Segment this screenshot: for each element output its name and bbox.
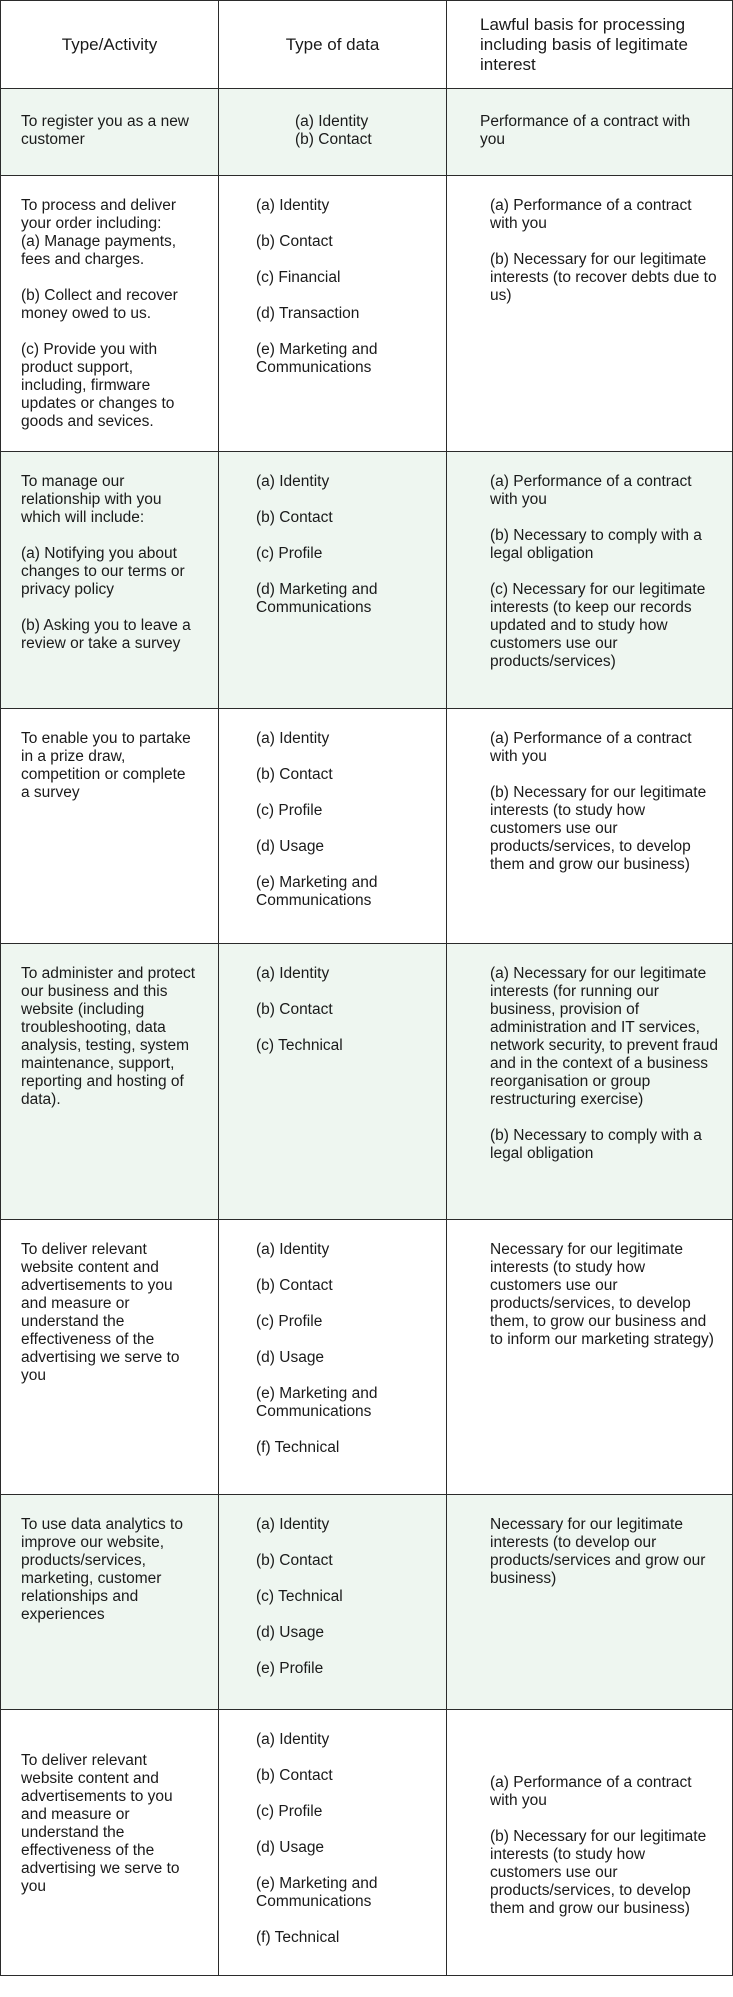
lawful-basis-cell <box>447 709 733 944</box>
activity-cell <box>1 89 219 176</box>
lawful-basis-cell <box>447 1495 733 1710</box>
data-type-text: (a) Identity <box>256 1516 330 1533</box>
data-type-text: (e) Marketing and Communications <box>256 874 378 909</box>
data-type-text: (a) Identity <box>256 197 330 214</box>
data-type-text: (f) Technical <box>256 1439 340 1456</box>
data-type-text: (e) Marketing and Communications <box>256 1385 378 1420</box>
data-type-text: (a) Identity <box>256 1241 330 1258</box>
data-type-text: (d) Usage <box>256 838 325 855</box>
header-type-of-data: Type of data <box>219 1 447 89</box>
data-type-text: (d) Marketing and Communications <box>256 581 378 616</box>
data-type-text: (d) Usage <box>256 1839 325 1856</box>
data-type-cell <box>219 944 447 1220</box>
table-row <box>1 1710 733 1976</box>
data-type-text: (c) Technical <box>256 1037 343 1054</box>
data-type-cell <box>219 176 447 452</box>
data-type-text: (f) Technical <box>256 1929 340 1946</box>
activity-text: To register you as a new customer <box>21 113 190 148</box>
header-row <box>1 1 733 89</box>
data-type-text: (d) Transaction <box>256 305 360 322</box>
data-type-text: (c) Financial <box>256 269 341 286</box>
lawful-basis-text: (a) Performance of a contract with you <box>490 730 692 765</box>
data-type-text: (b) Contact <box>256 233 333 250</box>
activity-text: To process and deliver your order including: (a) Manage payments, fees and charges. <box>21 197 177 268</box>
activity-cell <box>1 709 219 944</box>
data-type-cell <box>219 1220 447 1495</box>
data-type-text: (d) Usage <box>256 1624 325 1641</box>
activity-text: To use data analytics to improve our website, products/services, marketing, customer relationships and experiences <box>21 1516 183 1623</box>
data-type-text: (c) Profile <box>256 802 323 819</box>
activity-cell <box>1 1220 219 1495</box>
data-type-text: (a) Identity <box>256 965 330 982</box>
data-type-text: (a) Identity <box>256 473 330 490</box>
data-type-text: (b) Contact <box>256 509 333 526</box>
data-type-text: (b) Contact <box>256 1767 333 1784</box>
data-type-text: (c) Profile <box>256 1313 323 1330</box>
lawful-basis-cell <box>447 89 733 176</box>
lawful-basis-text: (b) Necessary for our legitimate interests (to study how customers use our products/services, to develop them and grow our business) <box>490 1828 707 1917</box>
lawful-basis-cell <box>447 944 733 1220</box>
data-type-cell <box>219 1710 447 1976</box>
header-lawful-basis: Lawful basis for processing including basis of legitimate interest <box>447 1 733 89</box>
lawful-basis-cell <box>447 176 733 452</box>
data-type-text: (e) Marketing and Communications <box>256 341 378 376</box>
activity-text: To deliver relevant website content and advertisements to you and measure or understand the effectiveness of the advertising we serve to you <box>21 1752 180 1895</box>
activity-text: To manage our relationship with you which will include: <box>21 473 162 526</box>
data-type-text: (b) Contact <box>256 1277 333 1294</box>
lawful-basis-text: (b) Necessary to comply with a legal obligation <box>490 1127 702 1162</box>
activity-text: (c) Provide you with product support, including, firmware updates or changes to goods and sevices. <box>21 341 175 430</box>
data-type-text: (a) Identity (b) Contact <box>295 113 372 148</box>
activity-cell <box>1 176 219 452</box>
activity-cell <box>1 452 219 709</box>
data-type-text: (b) Contact <box>256 1001 333 1018</box>
data-type-text: (e) Marketing and Communications <box>256 1875 378 1910</box>
lawful-basis-text: (c) Necessary for our legitimate interests (to keep our records updated and to study how customers use our products/services) <box>490 581 706 670</box>
table-row <box>1 452 733 709</box>
lawful-basis-cell <box>447 452 733 709</box>
activity-text: To enable you to partake in a prize draw, competition or complete a survey <box>21 730 191 801</box>
lawful-basis-text: (a) Performance of a contract with you <box>490 1774 692 1809</box>
lawful-basis-text: (b) Necessary for our legitimate interests (to study how customers use our products/services, to develop them and grow our business) <box>490 784 707 873</box>
table-row <box>1 176 733 452</box>
lawful-basis-text: Necessary for our legitimate interests (to study how customers use our products/services, to develop them, to grow our business and to inform our marketing strategy) <box>490 1241 714 1348</box>
table-row <box>1 944 733 1220</box>
data-type-text: (c) Technical <box>256 1588 343 1605</box>
data-type-text: (b) Contact <box>256 766 333 783</box>
activity-cell <box>1 1710 219 1976</box>
lawful-basis-text: Necessary for our legitimate interests (to develop our products/services and grow our business) <box>490 1516 706 1587</box>
lawful-basis-text: (b) Necessary for our legitimate interests (to recover debts due to us) <box>490 251 717 304</box>
data-type-text: (b) Contact <box>256 1552 333 1569</box>
data-type-cell <box>219 1495 447 1710</box>
data-type-text: (a) Identity <box>256 1731 330 1748</box>
data-type-cell <box>219 709 447 944</box>
data-type-cell <box>219 89 447 176</box>
lawful-basis-cell <box>447 1220 733 1495</box>
activity-cell <box>1 1495 219 1710</box>
lawful-basis-text: (a) Performance of a contract with you <box>490 197 692 232</box>
data-type-text: (d) Usage <box>256 1349 325 1366</box>
data-type-cell <box>219 452 447 709</box>
activity-text: (a) Notifying you about changes to our terms or privacy policy <box>21 545 185 598</box>
activity-text: To deliver relevant website content and advertisements to you and measure or understand the effectiveness of the advertising we serve to you <box>21 1241 180 1384</box>
data-type-text: (e) Profile <box>256 1660 324 1677</box>
activity-text: (b) Collect and recover money owed to us. <box>21 287 178 322</box>
data-type-text: (c) Profile <box>256 545 323 562</box>
activity-text: (b) Asking you to leave a review or take a survey <box>21 617 191 652</box>
data-type-text: (a) Identity <box>256 730 330 747</box>
activity-cell <box>1 944 219 1220</box>
header-type-activity: Type/Activity <box>1 1 219 89</box>
table-row <box>1 709 733 944</box>
table-row <box>1 1495 733 1710</box>
lawful-basis-text: Performance of a contract with you <box>480 113 691 148</box>
lawful-basis-text: (a) Necessary for our legitimate interests (for running our business, provision of administration and IT services, network security, to prevent fraud and in the context of a business reorganisation or group restructuring exercise) <box>490 965 719 1108</box>
table-row <box>1 89 733 176</box>
table-row <box>1 1220 733 1495</box>
data-type-text: (c) Profile <box>256 1803 323 1820</box>
lawful-basis-cell <box>447 1710 733 1976</box>
activity-text: To administer and protect our business and this website (including troubleshooting, data analysis, testing, system maintenance, support, reporting and hosting of data). <box>21 965 196 1108</box>
lawful-basis-text: (b) Necessary to comply with a legal obligation <box>490 527 702 562</box>
lawful-basis-text: (a) Performance of a contract with you <box>490 473 692 508</box>
